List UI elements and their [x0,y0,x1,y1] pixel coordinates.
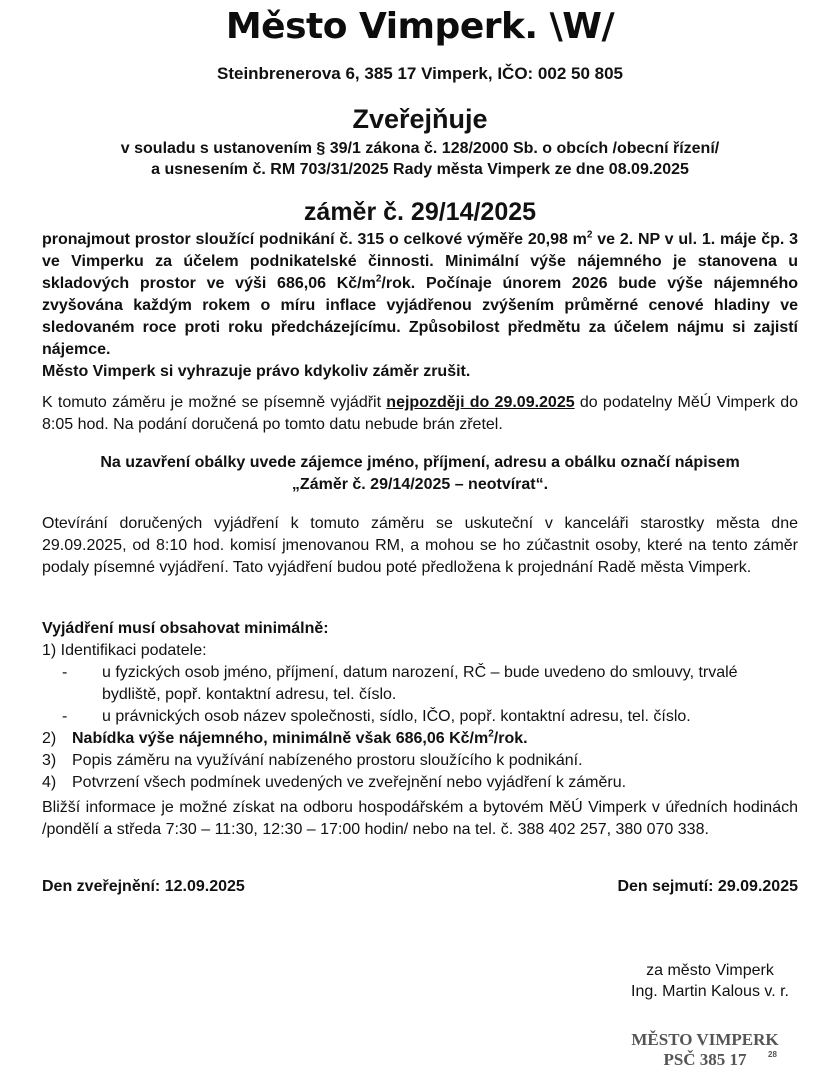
dates-row [42,878,798,896]
publish-date: Den zveřejnění: 12.09.2025 [42,878,245,895]
requirement-item-2 [42,728,798,750]
submission-text-before: K tomuto záměru je možné se písemně vyjádřit [42,394,387,411]
item-number: 2) [42,730,57,747]
submission-deadline: nejpozději do 29.09.2025 [386,394,575,411]
legal-line-2: a usnesením č. RM 703/31/2025 Rady města Vimperk ze dne 08.09.2025 [151,161,689,178]
intent-sup-1: 2 [586,229,593,241]
requirement-subitem [42,662,798,706]
dash-bullet: - [62,664,68,681]
signature-line-1: za město Vimperk [646,962,774,979]
item-sup: 2 [488,728,494,740]
legal-basis [0,138,840,180]
intent-text-2: ve 2. NP v ul. 1. máje čp. 3 ve Vimperku za účelem podnikatelské činnosti. Minimální výše nájemného je stanovena u skladových prostor ve výši 686,06 Kč/m [42,231,798,292]
intent-text-3: /rok. Počínaje únorem 2026 bude výše nájemného zvyšována každým rokem o míru inflace vyjádřenou zvýšením průměrné cenové hladiny ve sledovaném roce proti roku předcházejícímu. Způsobilost předmětu za účelem nájmu si zajistí nájemce. [42,275,798,358]
requirement-item-3 [42,750,798,772]
item-text-after: /rok. [493,730,528,747]
item-text: Nabídka výše nájemného, minimálně však 686,06 Kč/m [72,730,489,747]
item-text: Popis záměru na využívání nabízeného prostoru sloužícího k podnikání. [72,752,583,769]
submission-text-after: do podatelny MěÚ Vimperk do 8:05 hod. Na podání doručená po tomto datu nebude brán zřetel. [42,394,799,433]
signature-line-2: Ing. Martin Kalous v. r. [631,983,789,1000]
requirement-item-1: 1) Identifikaci podatele: [42,642,207,659]
item-text: Potvrzení všech podmínek uvedených ve zveřejnění nebo vyjádření k záměru. [72,774,627,791]
removal-date: Den sejmutí: 29.09.2025 [617,878,798,895]
item-number: 4) [42,774,57,791]
submission-paragraph [42,392,798,436]
signature-block [600,960,820,1002]
reservation-note: Město Vimperk si vyhrazuje právo kdykoliv záměr zrušit. [42,363,471,380]
official-stamp [620,1030,790,1070]
item-number: 3) [42,752,57,769]
intent-sup-2: 2 [375,273,382,285]
stamp-line-1: MĚSTO VIMPERK [631,1030,779,1049]
stamp-number: 28 [768,1050,777,1059]
opening-paragraph: Otevírání doručených vyjádření k tomuto záměru se uskuteční v kanceláři starostky města dne 29.09.2025, od 8:10 hod. komisí jmenovanou RM, a mohou se ho zúčastnit osoby, které na tento záměr podaly písemné vyjádření. Tato vyjádření budou poté předložena k projednání Radě města Vimperk. [42,515,798,576]
logo-text: Město Vimperk. [225,6,538,47]
subitem-text: u právnických osob název společnosti, sídlo, IČO, popř. kontaktní adresu, tel. číslo. [102,708,691,725]
info-paragraph: Bližší informace je možné získat na odboru hospodářském a bytovém MěÚ Vimperk v úředních hodinách /pondělí a středa 7:30 – 11:30, 12:30 – 17:00 hodin/ nebo na tel. č. 388 402 257, 380 070 338. [42,799,798,838]
requirements-section [42,618,798,794]
logo-mark-icon: \W/ [549,6,615,47]
requirement-item-4 [42,772,798,794]
city-address: Steinbrenerova 6, 385 17 Vimperk, IČO: 002 50 805 [216,64,624,83]
city-logo [0,6,840,47]
requirements-title: Vyjádření musí obsahovat minimálně: [42,620,329,637]
announcement-heading: Zveřejňuje [352,104,488,134]
dash-bullet: - [62,708,68,725]
subitem-text: u fyzických osob jméno, příjmení, datum narození, RČ – bude uvedeno do smlouvy, trvalé bydliště, popř. kontaktní adresu, tel. číslo. [102,664,738,703]
envelope-line-2: „Záměr č. 29/14/2025 – neotvírat“. [291,476,549,493]
envelope-line-1: Na uzavření obálky uvede zájemce jméno, příjmení, adresu a obálku označí nápisem [100,454,740,471]
intent-description [42,229,798,383]
intent-text-1: pronajmout prostor sloužící podnikání č. 315 o celkové výměře 20,98 m [42,231,587,248]
requirement-subitem [42,706,798,728]
legal-line-1: v souladu s ustanovením § 39/1 zákona č. 128/2000 Sb. o obcích /obecní řízení/ [120,140,720,157]
envelope-instructions [42,452,798,496]
intent-title: záměr č. 29/14/2025 [303,198,537,226]
stamp-line-2: PSČ 385 17 [663,1050,747,1069]
